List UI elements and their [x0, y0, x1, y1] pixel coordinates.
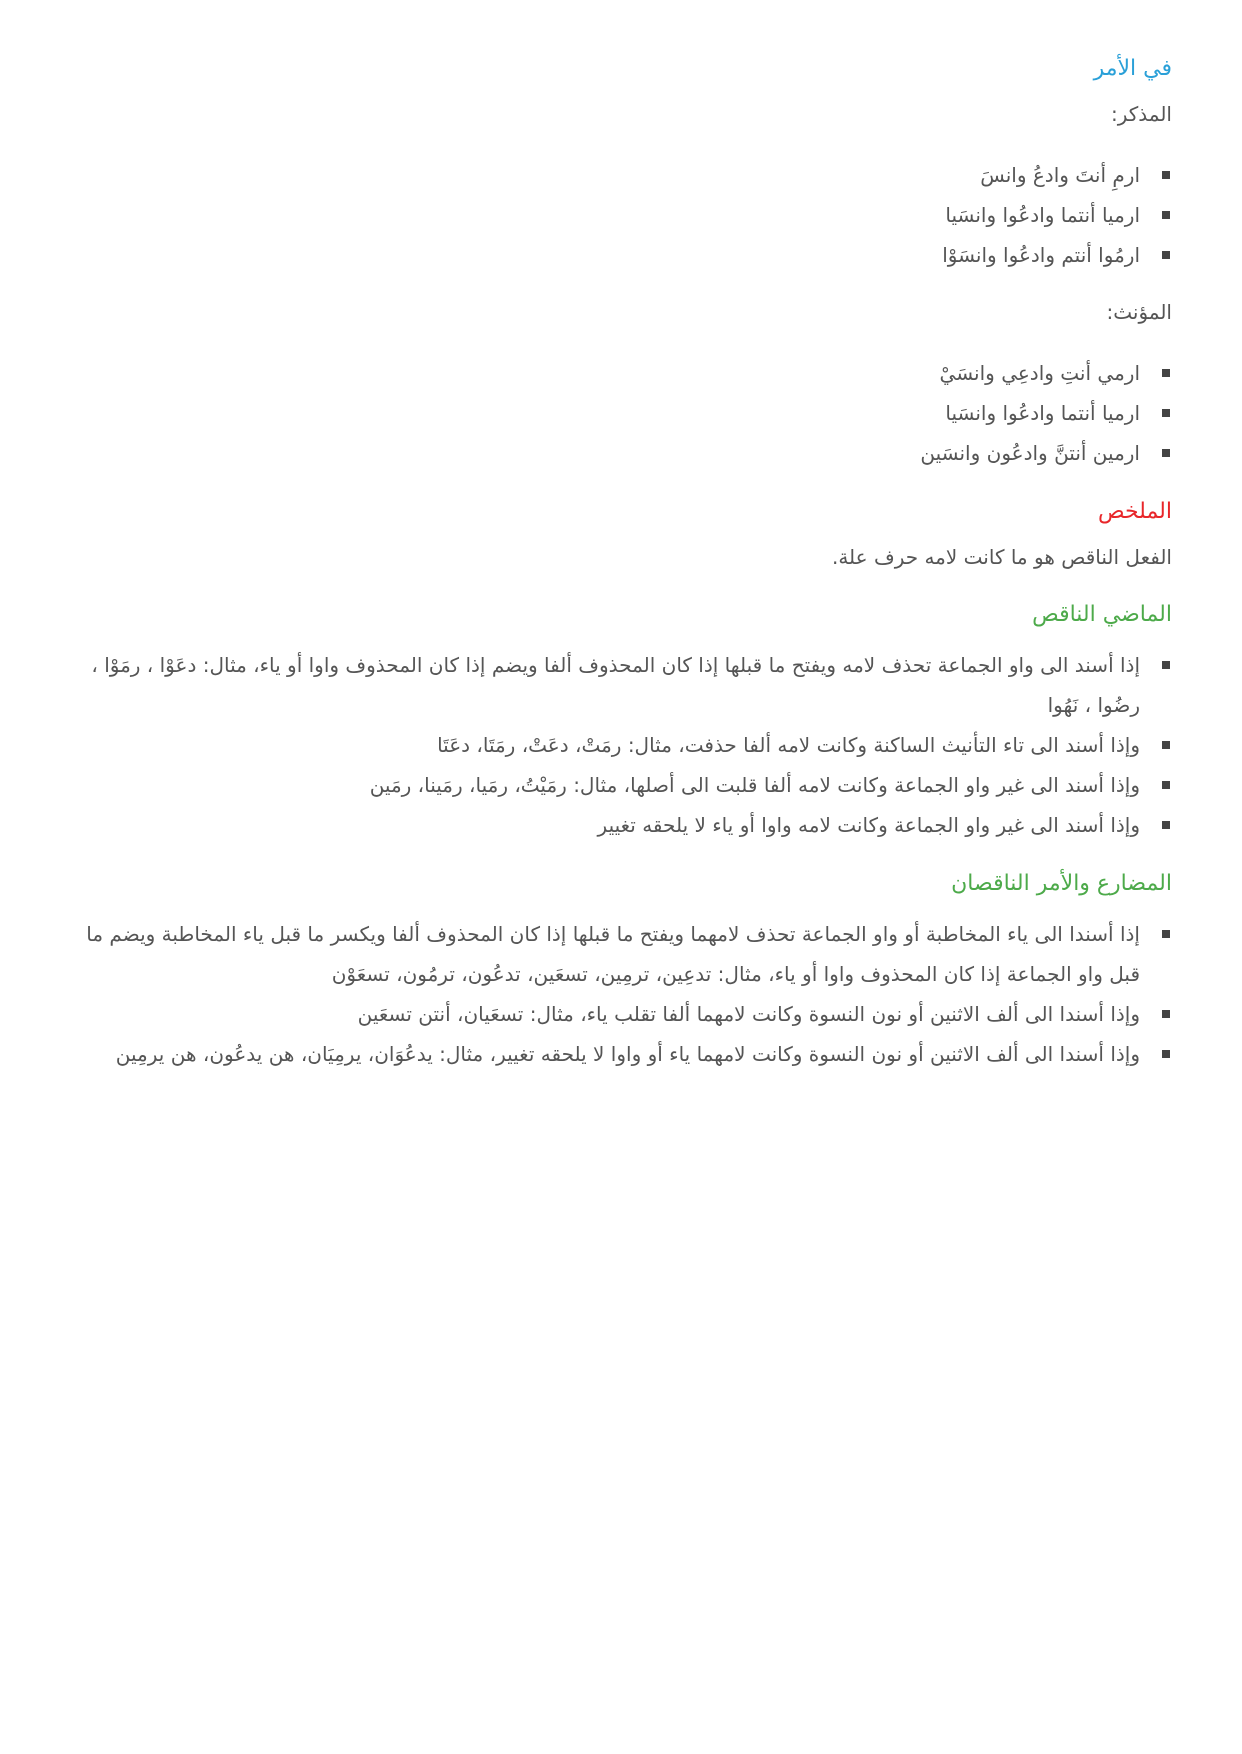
summary-text: الفعل الناقص هو ما كانت لامه حرف علة. [831, 545, 1172, 569]
section-heading-summary: الملخص [1098, 499, 1172, 524]
feminine-list [70, 353, 1172, 473]
square-bullet-icon [1162, 211, 1170, 219]
present-rules-list [70, 914, 1172, 1074]
list-item: وإذا أسند الى غير واو الجماعة وكانت لامه واوا أو ياء لا يلحقه تغيير [70, 805, 1172, 845]
square-bullet-icon [1162, 930, 1170, 938]
masculine-label: المذكر: [1110, 102, 1172, 126]
list-item: وإذا أسند الى غير واو الجماعة وكانت لامه ألفا قلبت الى أصلها، مثال: رمَيْتُ، رمَيا، رمَينا، رمَين [70, 765, 1172, 805]
square-bullet-icon [1162, 1010, 1170, 1018]
square-bullet-icon [1162, 171, 1170, 179]
section-heading-past: الماضي الناقص [1032, 602, 1172, 627]
list-item: وإذا أسندا الى ألف الاثنين أو نون النسوة وكانت لامهما ألفا تقلب ياء، مثال: تسعَيان، أنتن تسعَين [70, 994, 1172, 1034]
list-item: إذا أسندا الى ياء المخاطبة أو واو الجماعة تحذف لامهما ويفتح ما قبلها إذا كان المحذوف ألفا ويكسر ما قبل ياء المخاطبة ويضم ما قبل واو الجماعة إذا كان المحذوف واوا أو ياء، مثال: تدعِين، ترمِين، تسعَين، تدعُون، ترمُون، تسعَوْن [70, 914, 1172, 994]
square-bullet-icon [1162, 1050, 1170, 1058]
square-bullet-icon [1162, 741, 1170, 749]
masculine-list [70, 155, 1172, 275]
square-bullet-icon [1162, 251, 1170, 259]
section-heading-amr: في الأمر [1093, 56, 1172, 81]
list-item: إذا أسند الى واو الجماعة تحذف لامه ويفتح ما قبلها إذا كان المحذوف ألفا ويضم إذا كان المحذوف واوا أو ياء، مثال: دعَوْا ، رمَوْا ، رضُوا ، نَهُوا [70, 645, 1172, 725]
list-item: ارمُوا أنتم وادعُوا وانسَوْا [70, 235, 1172, 275]
list-item: ارمي أنتِ وادعِي وانسَيْ [70, 353, 1172, 393]
square-bullet-icon [1162, 449, 1170, 457]
list-item: وإذا أسند الى تاء التأنيث الساكنة وكانت لامه ألفا حذفت، مثال: رمَتْ، دعَتْ، رمَتَا، دعَتَا [70, 725, 1172, 765]
list-item: ارمِ أنتَ وادعُ وانسَ [70, 155, 1172, 195]
past-rules-list [70, 645, 1172, 845]
section-heading-present: المضارع والأمر الناقصان [951, 871, 1172, 896]
square-bullet-icon [1162, 369, 1170, 377]
square-bullet-icon [1162, 661, 1170, 669]
list-item: وإذا أسندا الى ألف الاثنين أو نون النسوة وكانت لامهما ياء أو واوا لا يلحقه تغيير، مثال: يدعُوَان، يرمِيَان، هن يدعُون، هن يرمِين [70, 1034, 1172, 1074]
square-bullet-icon [1162, 781, 1170, 789]
list-item: ارميا أنتما وادعُوا وانسَيا [70, 393, 1172, 433]
square-bullet-icon [1162, 821, 1170, 829]
list-item: ارميا أنتما وادعُوا وانسَيا [70, 195, 1172, 235]
list-item: ارمين أنتنَّ وادعُون وانسَين [70, 433, 1172, 473]
square-bullet-icon [1162, 409, 1170, 417]
feminine-label: المؤنث: [1106, 300, 1172, 324]
